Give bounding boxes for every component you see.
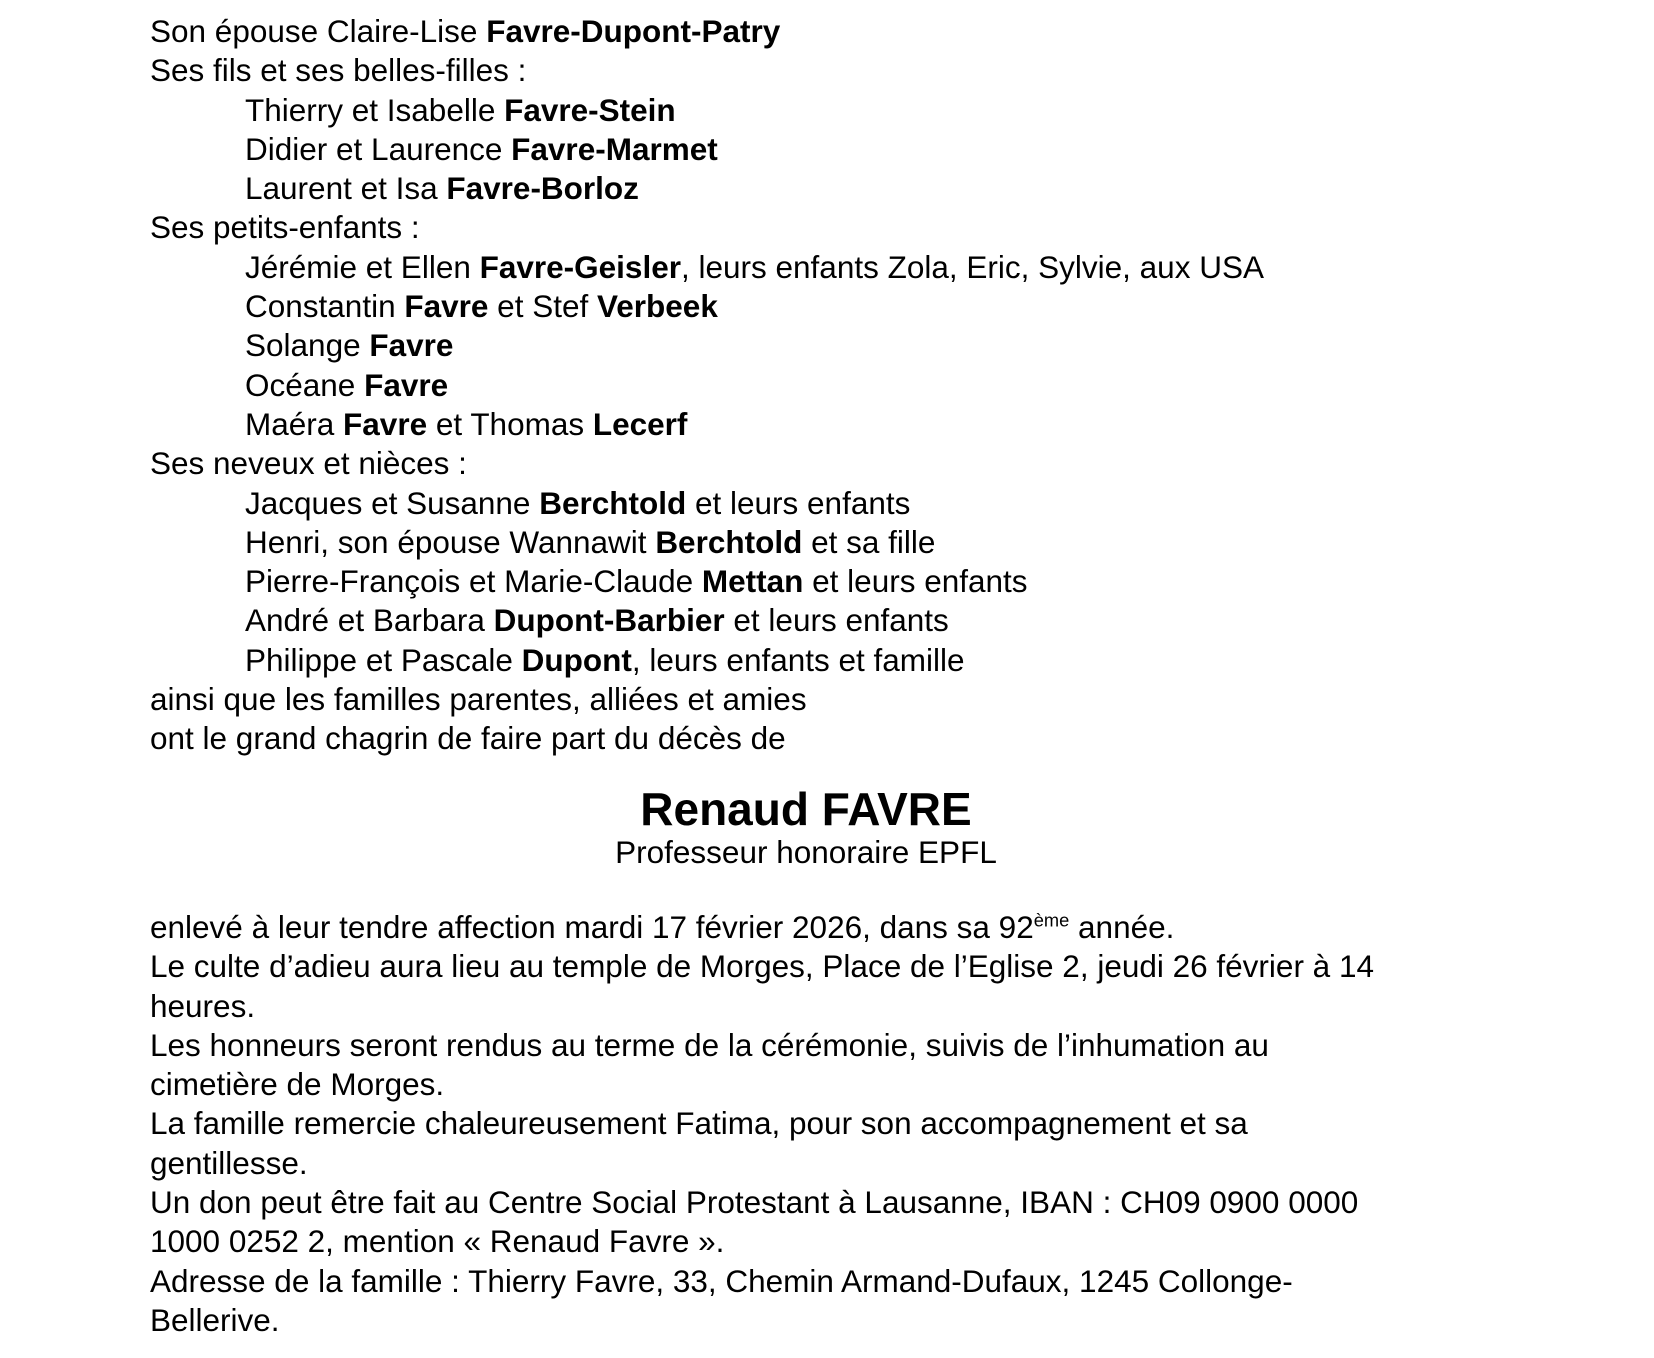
text-run: Un don peut être fait au Centre Social Protestant à Lausanne, IBAN : CH09 0900 0000 1000 0252 2, mention « Renaud Favre ». <box>150 1184 1359 1260</box>
text-run: Constantin <box>245 288 405 325</box>
family-line <box>150 248 1390 287</box>
family-line <box>150 208 1390 247</box>
family-line <box>150 680 1390 719</box>
text-run: et leurs enfants <box>686 484 911 521</box>
text-run: Jérémie et Ellen <box>245 248 480 285</box>
family-line <box>150 91 1390 130</box>
text-run: et leurs enfants <box>724 602 949 639</box>
family-line <box>150 287 1390 326</box>
text-run: Thierry et Isabelle <box>245 91 505 128</box>
announcement-paragraph <box>150 1104 1390 1183</box>
superscript-text: ème <box>1033 909 1070 931</box>
text-run: André et Barbara <box>245 602 494 639</box>
family-line <box>150 51 1390 90</box>
family-name-bold: Verbeek <box>596 288 718 325</box>
family-list <box>150 12 1390 759</box>
family-line <box>150 562 1390 601</box>
text-run: Adresse de la famille : Thierry Favre, 33, Chemin Armand-Dufaux, 1245 Collonge-Bellerive. <box>150 1262 1293 1338</box>
announcement-paragraph <box>150 908 1390 947</box>
text-run: Ses fils et ses belles-filles : <box>150 52 527 89</box>
text-run: , leurs enfants Zola, Eric, Sylvie, aux USA <box>680 248 1264 285</box>
text-run: Le culte d’adieu aura lieu au temple de Morges, Place de l’Eglise 2, jeudi 26 février à 14 heures. <box>150 948 1374 1024</box>
text-run: Ses petits-enfants : <box>150 209 420 246</box>
text-run: et Thomas <box>427 405 593 442</box>
announcement-paragraph <box>150 947 1390 1026</box>
text-run: Les honneurs seront rendus au terme de la cérémonie, suivis de l’inhumation au cimetière de Morges. <box>150 1026 1269 1103</box>
text-run: Laurent et Isa <box>245 170 447 207</box>
title-block <box>150 782 1390 872</box>
deceased-name: Renaud FAVRE <box>640 782 972 835</box>
text-run: Maéra <box>245 405 344 442</box>
text-run: Océane <box>245 366 365 403</box>
text-run: année. <box>1069 908 1175 945</box>
text-run: Son épouse Claire-Lise <box>150 13 487 49</box>
family-name-bold: Favre-Borloz <box>446 170 639 207</box>
family-name-bold: Mettan <box>701 563 804 600</box>
deceased-honorific: Professeur honoraire EPFL <box>615 833 997 870</box>
text-run: Philippe et Pascale <box>245 641 522 678</box>
family-line <box>150 130 1390 169</box>
text-run: ainsi que les familles parentes, alliées et amies <box>150 681 807 718</box>
announcement-paragraph <box>150 1026 1390 1105</box>
text-run: Didier et Laurence <box>245 130 512 167</box>
family-name-bold: Dupont <box>521 641 632 678</box>
text-run: La famille remercie chaleureusement Fatima, pour son accompagnement et sa gentillesse. <box>150 1105 1248 1181</box>
family-name-bold: Favre-Dupont-Patry <box>486 13 781 49</box>
text-run: enlevé à leur tendre affection mardi 17 février 2026, dans sa 92 <box>150 908 1034 945</box>
family-name-bold: Lecerf <box>592 405 688 442</box>
family-line <box>150 326 1390 365</box>
text-run: Jacques et Susanne <box>245 484 540 521</box>
announcement-paragraphs <box>150 908 1390 1340</box>
family-line <box>150 641 1390 680</box>
family-line <box>150 601 1390 640</box>
family-line <box>150 169 1390 208</box>
text-run: ont le grand chagrin de faire part du décès de <box>150 720 786 757</box>
family-line <box>150 444 1390 483</box>
family-name-bold: Dupont-Barbier <box>493 602 725 639</box>
family-name-bold: Favre <box>369 327 454 364</box>
text-run: et leurs enfants <box>803 563 1028 600</box>
text-run: , leurs enfants et famille <box>631 641 965 678</box>
family-line <box>150 366 1390 405</box>
family-line <box>150 484 1390 523</box>
family-line <box>150 523 1390 562</box>
text-run: Ses neveux et nièces : <box>150 445 467 482</box>
announcement-paragraph <box>150 1183 1390 1262</box>
family-name-bold: Favre-Stein <box>504 91 676 128</box>
announcement-paragraph <box>150 1262 1390 1341</box>
family-name-bold: Favre-Geisler <box>479 248 681 285</box>
family-name-bold: Berchtold <box>539 484 687 521</box>
obituary-content <box>150 12 1390 1340</box>
family-name-bold: Favre <box>404 288 489 325</box>
text-run: Pierre-François et Marie-Claude <box>245 563 702 600</box>
family-name-bold: Favre <box>364 366 449 403</box>
family-line <box>150 719 1390 758</box>
text-run: et sa fille <box>802 523 936 560</box>
family-line <box>150 405 1390 444</box>
text-run: et Stef <box>488 288 597 325</box>
family-line <box>150 12 1390 51</box>
family-name-bold: Berchtold <box>655 523 803 560</box>
family-name-bold: Favre <box>343 405 428 442</box>
text-run: Henri, son épouse Wannawit <box>245 523 656 560</box>
text-run: Solange <box>245 327 370 364</box>
family-name-bold: Favre-Marmet <box>511 130 718 167</box>
